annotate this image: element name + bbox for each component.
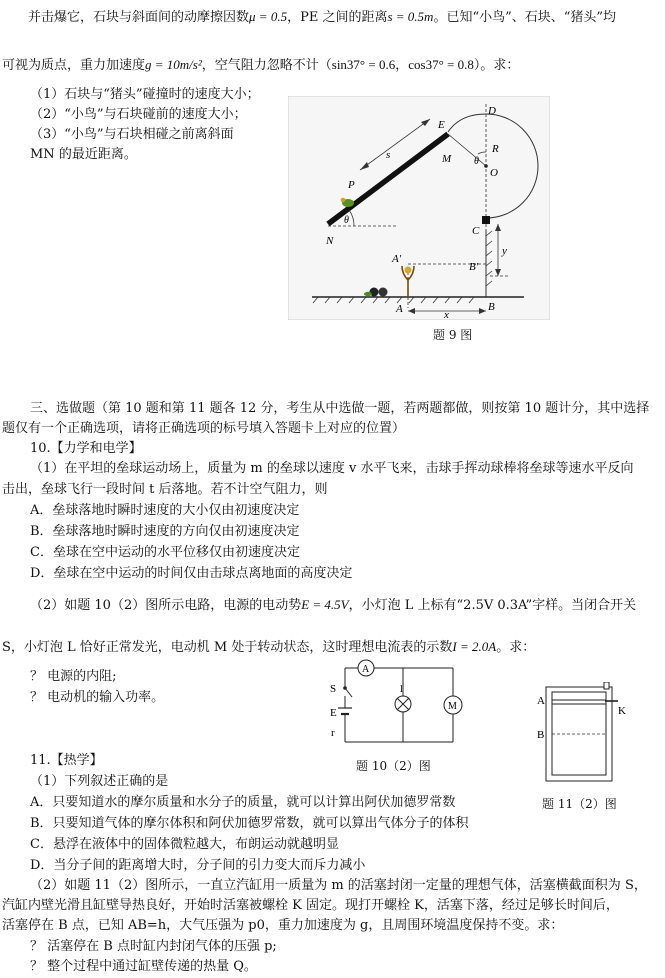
q10-p2-line-2: S，小灯泡 L 恰好正常发光，电动机 M 处于转动状态，这时理想电流表的示数I = 2.0A。求： [2,639,536,655]
current-formula: I = 2.0A [452,639,497,654]
q10-option-B: B．垒球落地时瞬时速度的方向仅由初速度决定 [30,524,300,539]
q11-option-A: A．只要知道水的摩尔质量和水分子的质量，就可以计算出阿伏加德罗常数 [30,795,456,810]
q10-p1-line-2: 击出，垒球飞行一段时间 t 后落地。若不计空气阻力，则 [2,482,328,497]
cyl-label-K: K [618,705,626,717]
q9-item-2: （2）“小鸟”与石块碰前的速度大小； [30,107,247,122]
s-formula: s = 0.5m [387,9,434,24]
mu-formula: μ = 0.5 [249,9,288,24]
q10-p1-line-1: （1）在平坦的垒球运动场上，质量为 m 的垒球以速度 v 水平飞来，击球手挥动球棒将垒球等速水平反向 [30,461,634,476]
q11-p2-line-3: 活塞停在 B 点，已知 AB=h，大气压强为 p0，重力加速度为 g，且周围环境温度保持不变。求： [2,918,564,933]
q11-ask-2: ？ 整个过程中通过缸壁传递的热量 Q。 [30,959,257,974]
q11-option-B: B．只要知道气体的摩尔体积和阿伏加德罗常数，就可以算出气体分子的体积 [30,816,469,831]
q11-cylinder-figure [534,682,644,786]
bird-icon [405,267,412,274]
intro-line-1: 并击爆它，石块与斜面间的动摩擦因数μ = 0.5，PE 之间的距离s = 0.5m。已知“小鸟”、石块、“猪头”均 [28,9,617,25]
motor-label: M [448,701,457,712]
label-P: P [348,179,355,191]
q10-circuit-figure [325,656,475,750]
q9-item-3: （3）“小鸟”与石块相碰之前离斜面 [30,127,234,142]
internal-resistance-label: r [331,727,335,739]
label-theta-1: θ [474,156,479,167]
label-B: B [488,301,495,313]
q10-ask-2: ？ 电动机的输入功率。 [30,690,165,705]
q11-option-C: C．悬浮在液体中的固体微粒越大，布朗运动就越明显 [30,837,339,852]
q11-p1: （1）下列叙述正确的是 [30,774,169,789]
section3-line-2: 题仅有一个正确选项，请将正确选项的标号填入答题卡上对应的位置） [2,421,406,436]
label-N: N [326,235,334,247]
label-E: E [438,119,445,131]
q10-title: 10.【力学和电学】 [30,441,142,456]
ammeter-label: A [362,664,370,675]
emf-formula: E = 4.5V [301,597,349,612]
label-A: A [396,303,403,315]
q11-option-D: D．当分子间的距离增大时，分子间的引力变大而斥力减小 [30,858,366,873]
label-M: M [442,153,452,165]
q11-p2-line-2: 汽缸内壁光滑且缸壁导热良好，开始时活塞被螺栓 K 固定。现打开螺栓 K，活塞下落，经过足够长时间后， [2,898,619,913]
cyl-label-B: B [537,729,545,741]
switch-label: S [330,683,337,695]
g-formula: g = 10m/s² [145,57,202,72]
q9-item-1: （1）石块与“猪头”碰撞时的速度大小； [30,87,260,102]
q11-title: 11.【热学】 [30,753,103,768]
q10-option-D: D．垒球在空中运动的时间仅由击球点离地面的高度决定 [30,566,353,581]
cyl-label-A: A [537,695,545,707]
q11-p2-line-1: （2）如题 11（2）图所示，一直立汽缸用一质量为 m 的活塞封闭一定量的理想气体，活塞横截面积为 S， [30,878,647,893]
section3-line-1: 三、选做题（第 10 题和第 11 题各 12 分，考生从中选做一题，若两题都做，则按第 10 题计分，其中选择 [30,401,650,416]
q10-option-C: C．垒球在空中运动的水平位移仅由初速度决定 [30,545,300,560]
intro-line-2: 可视为质点，重力加速度g = 10m/s²，空气阻力忽略不计（sin37° = 0.6，cos37° = 0.8）。求： [2,57,520,73]
label-y: y [502,245,507,257]
label-D: D [488,105,496,117]
label-x: x [444,309,449,320]
label-R: R [492,143,499,155]
q10-option-A: A．垒球落地时瞬时速度的大小仅由初速度决定 [30,503,300,518]
q9-caption: 题 9 图 [433,328,473,342]
q9-figure [288,96,550,320]
q11-ask-1: ？ 活塞停在 B 点时缸内封闭气体的压强 p; [30,939,277,954]
label-O: O [490,167,498,179]
label-A-prime: A′ [392,253,402,265]
label-s: s [386,149,391,161]
cos-formula: cos37° = 0.8 [408,57,474,72]
label-B-prime: B′ [469,261,479,273]
sin-formula: sin37° = 0.6 [331,57,396,72]
q10-caption: 题 10（2）图 [356,759,431,773]
label-C: C [472,225,480,237]
q11-caption: 题 11（2）图 [542,797,617,811]
label-theta-2: θ [344,215,349,226]
q9-item-4: MN 的最近距离。 [30,147,137,162]
q10-p2-line-1: （2）如题 10（2）图所示电路，电源的电动势E = 4.5V，小灯泡 L 上标有“2.5V 0.3A”字样。当闭合开关 [30,597,637,613]
emf-label: E [330,707,337,719]
q10-ask-1: ？ 电源的内阻; [30,669,117,684]
lamp-label: l [400,684,403,695]
